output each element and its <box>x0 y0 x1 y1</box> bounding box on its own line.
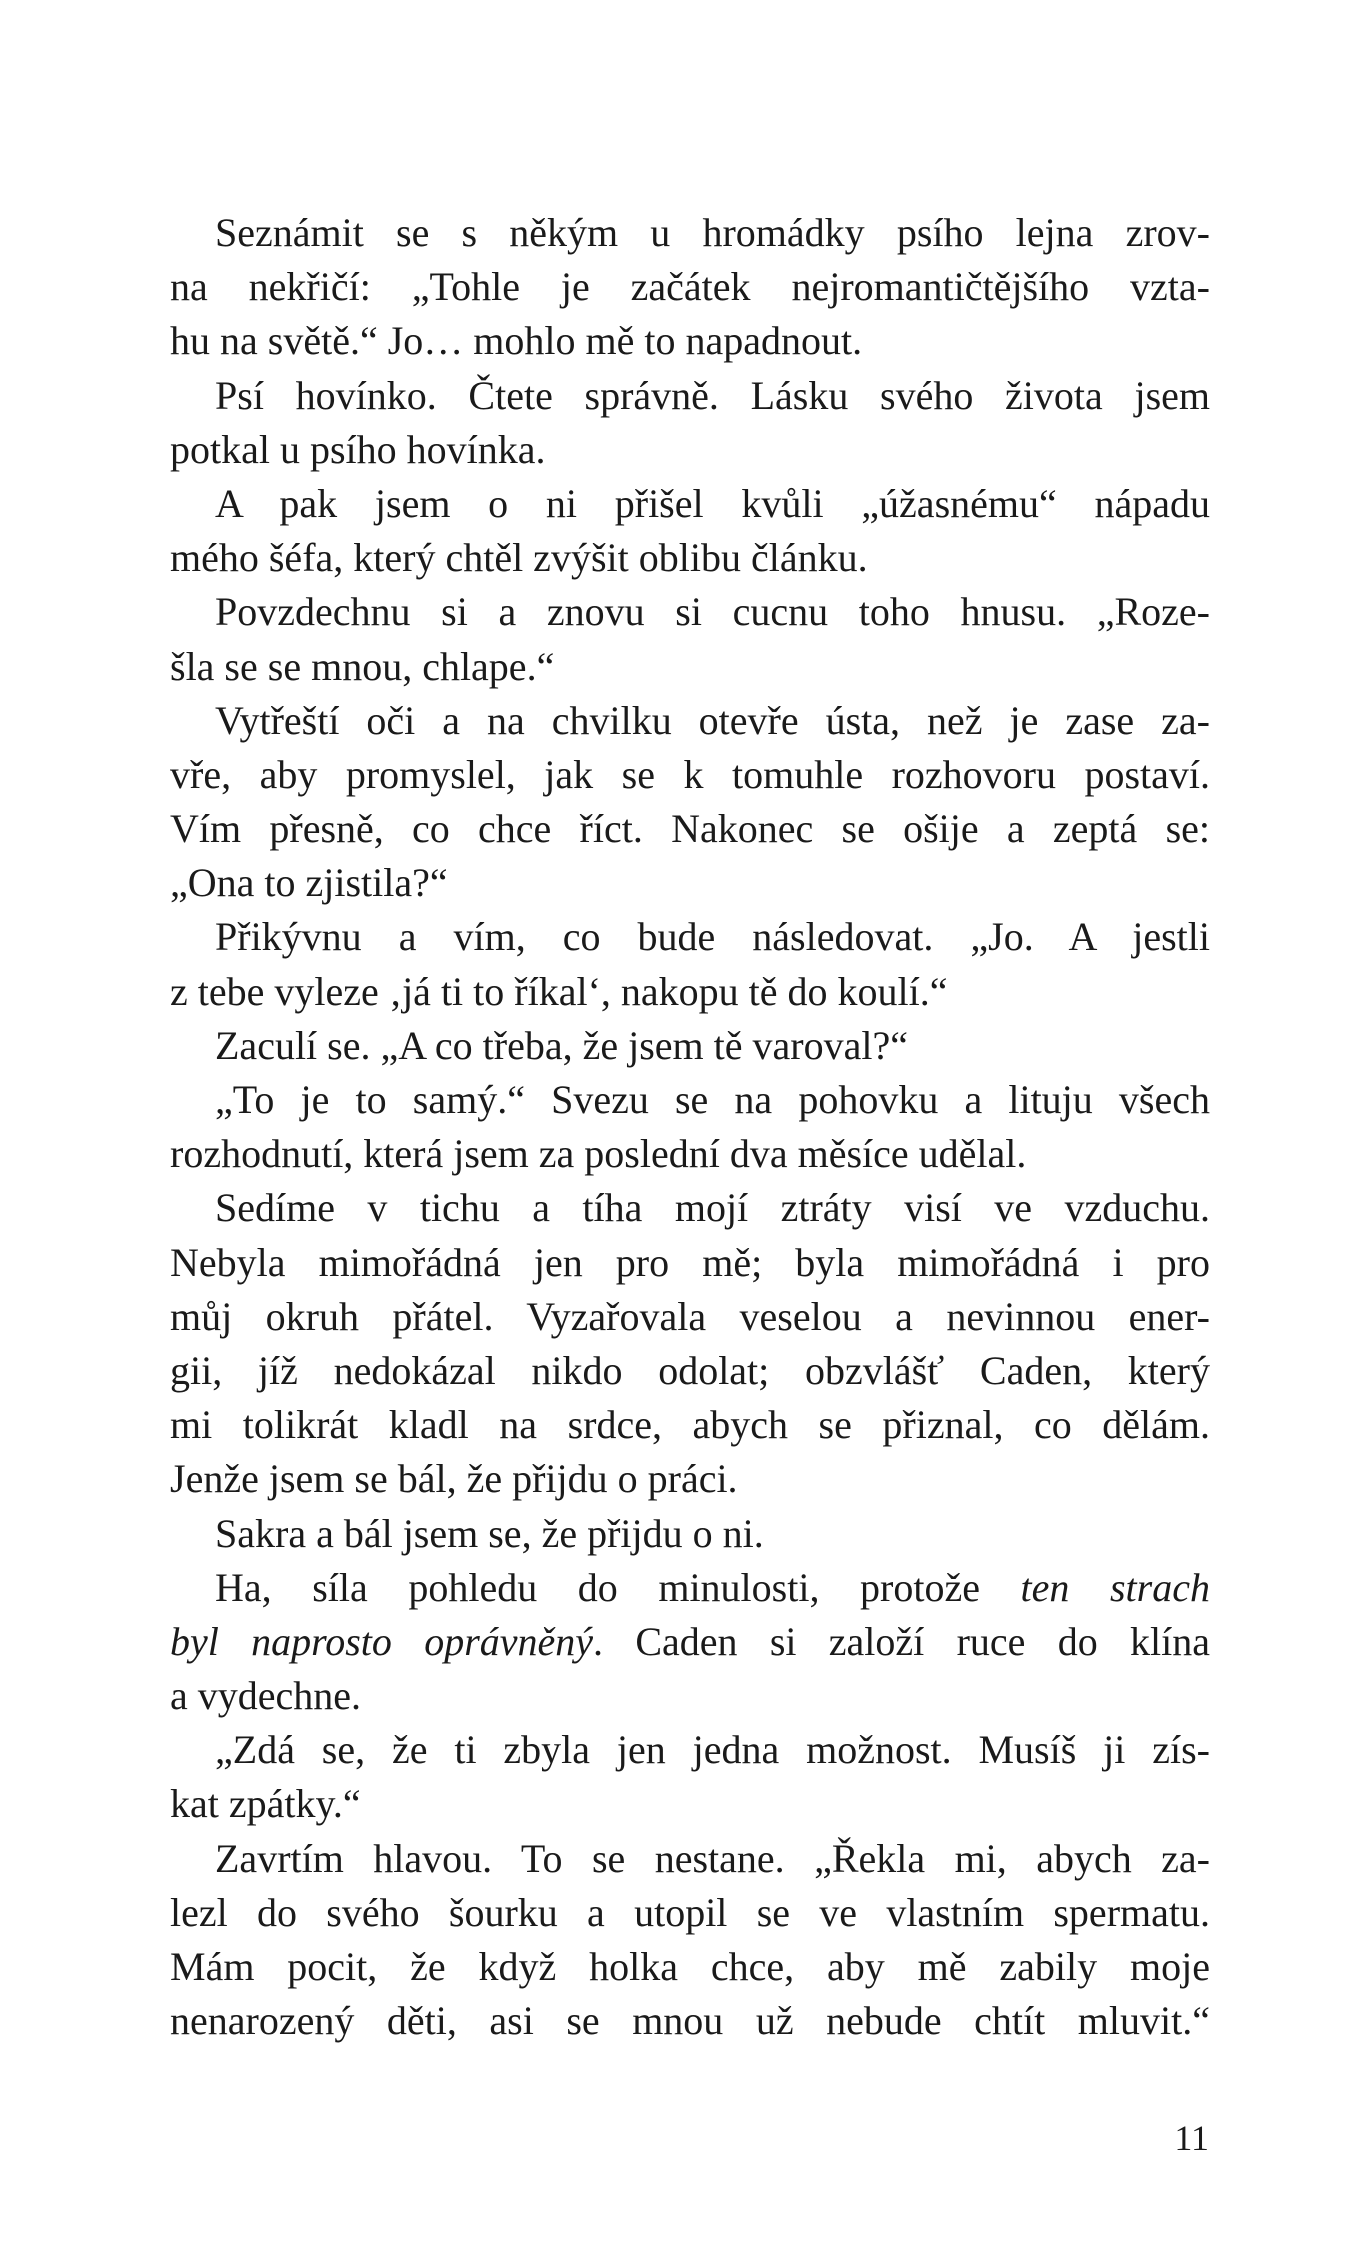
text-line: Seznámit se s někým u hromádky psího lejna zrov- <box>215 210 1210 255</box>
text-line: šla se se mnou, chlape.“ <box>170 643 555 689</box>
text-line: Sakra a bál jsem se, že přijdu o ni. <box>215 1510 764 1556</box>
body-text <box>170 206 1210 2048</box>
text-line: potkal u psího hovínka. <box>170 426 546 472</box>
text-line: Zaculí se. „A co třeba, že jsem tě varoval?“ <box>215 1022 908 1068</box>
text-line: rozhodnutí, která jsem za poslední dva měsíce udělal. <box>170 1131 1027 1177</box>
text-line: z tebe vyleze ‚já ti to říkal‘, nakopu tě do koulí.“ <box>170 968 948 1014</box>
text-line: Vytřeští oči a na chvilku otevře ústa, než je zase za- <box>215 697 1210 743</box>
text-line: Jenže jsem se bál, že přijdu o práci. <box>170 1456 738 1502</box>
text-line: Zavrtím hlavou. To se nestane. „Řekla mi, abych za- <box>215 1835 1210 1881</box>
text-line: gii, jíž nedokázal nikdo odolat; obzvlášť Caden, který <box>170 1347 1210 1393</box>
text-line: a vydechne. <box>170 1673 362 1719</box>
text-line: „Ona to zjistila?“ <box>170 860 448 906</box>
text-line: Vím přesně, co chce říct. Nakonec se ošije a zeptá se: <box>170 806 1210 852</box>
text-line: hu na světě.“ Jo… mohlo mě to napadnout. <box>170 318 863 364</box>
text-line: Psí hovínko. Čtete správně. Lásku svého života jsem <box>215 372 1210 418</box>
text-line: můj okruh přátel. Vyzařovala veselou a nevinnou ener- <box>170 1293 1210 1339</box>
text-segment: Ha, síla pohledu do minulosti, protože <box>215 1564 1021 1610</box>
text-line: „To je to samý.“ Svezu se na pohovku a lituju všech <box>215 1077 1210 1122</box>
page-number: 11 <box>1174 2118 1209 2158</box>
text-line: Mám pocit, že když holka chce, aby mě zabily moje <box>170 1944 1210 1989</box>
text-line: vře, aby promyslel, jak se k tomuhle rozhovoru postaví. <box>170 751 1210 797</box>
text-line: Povzdechnu si a znovu si cucnu toho hnusu. „Roze- <box>215 589 1210 635</box>
text-line <box>170 1561 1210 1615</box>
text-line: Přikývnu a vím, co bude následovat. „Jo. A jestli <box>215 914 1210 960</box>
text-segment: . Caden si založí ruce do klína <box>593 1618 1210 1664</box>
italic-segment: ten strach <box>1020 1564 1210 1610</box>
text-line: na nekřičí: „Tohle je začátek nejromantičtějšího vzta- <box>170 264 1210 310</box>
text-line: A pak jsem o ni přišel kvůli „úžasnému“ nápadu <box>215 480 1210 526</box>
text-line: nenarozený děti, asi se mnou už nebude chtít mluvit.“ <box>170 1998 1210 2044</box>
text-line: mi tolikrát kladl na srdce, abych se přiznal, co dělám. <box>170 1402 1210 1448</box>
text-line <box>170 1615 1210 1669</box>
text-line: Nebyla mimořádná jen pro mě; byla mimořádná i pro <box>170 1239 1210 1285</box>
text-line: lezl do svého šourku a utopil se ve vlastním spermatu. <box>170 1889 1210 1935</box>
text-line: mého šéfa, který chtěl zvýšit oblibu článku. <box>170 535 868 581</box>
italic-segment: byl naprosto oprávněný <box>170 1618 594 1664</box>
text-line: „Zdá se, že ti zbyla jen jedna možnost. Musíš ji zís- <box>215 1727 1210 1773</box>
text-line: Sedíme v tichu a tíha mojí ztráty visí ve vzduchu. <box>215 1185 1210 1231</box>
text-line: kat zpátky.“ <box>170 1781 361 1827</box>
